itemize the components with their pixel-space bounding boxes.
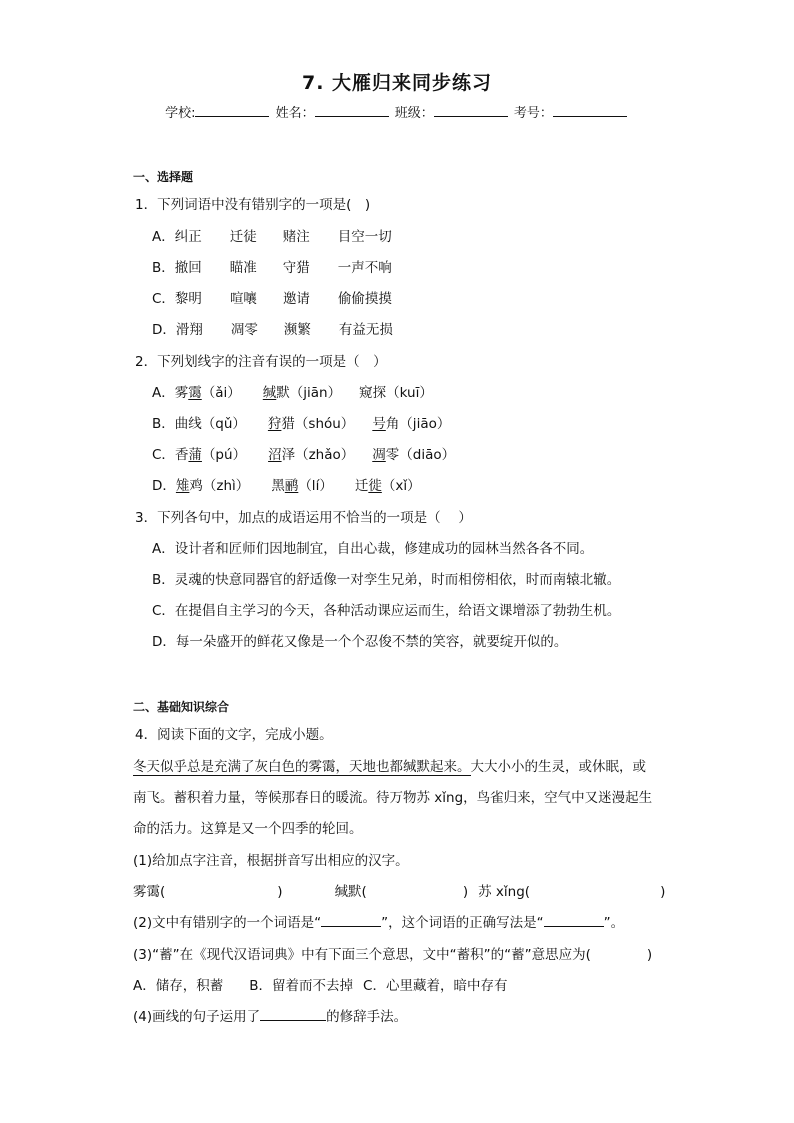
question-2-option-d[interactable]: D．雉鸡（zhì） 黑鹂（lí） 迁徙（xǐ） <box>152 478 421 494</box>
sub3-option-a[interactable]: A．储存，积蓄 <box>133 978 224 994</box>
sub-question-2: (2)文中有错别字的一个词语是“ ”，这个词语的正确写法是“ ”。 <box>133 915 625 931</box>
passage-line-1: 冬天似乎总是充满了灰白色的雾霭，天地也都缄默起来。大大小小的生灵，或休眠，或 <box>133 759 646 775</box>
fill-row: 雾霭( ) 缄默( ) 苏 xǐng( ) <box>133 884 666 900</box>
question-2-stem: 2．下列划线字的注音有误的一项是（ ） <box>135 354 387 370</box>
sub-question-1: (1)给加点字注音，根据拼音写出相应的汉字。 <box>133 853 409 869</box>
class-field[interactable] <box>434 102 508 117</box>
sub3-option-b[interactable]: B．留着而不去掉 <box>249 978 354 994</box>
number-field[interactable] <box>553 102 627 117</box>
sub-question-3-options <box>133 974 507 994</box>
passage-underlined-sentence: 冬天似乎总是充满了灰白色的雾霭，天地也都缄默起来。 <box>133 759 471 775</box>
student-info-row <box>0 102 794 121</box>
question-4-stem: 4．阅读下面的文字，完成小题。 <box>135 727 333 743</box>
number-label: 考号： <box>513 106 553 121</box>
question-2-option-b[interactable]: B．曲线（qǔ） 狩猎（shóu） 号角（jiāo） <box>152 416 451 432</box>
question-1-option-d[interactable]: D．滑翔 凋零 濒繁 有益无损 <box>152 322 393 338</box>
name-field[interactable] <box>315 102 389 117</box>
question-1-option-b[interactable]: B．撤回 瞄准 守猎 一声不响 <box>152 260 392 276</box>
passage-line-2: 南飞。蓄积着力量，等候那春日的暖流。待万物苏 xǐng，鸟雀归来，空气中又迷漫起生 <box>133 790 653 806</box>
school-label: 学校: <box>165 106 196 121</box>
class-label: 班级： <box>394 106 434 121</box>
sub-question-3: (3)“蓄”在《现代汉语词典》中有下面三个意思，文中“蓄积”的“蓄”意思应为( ) <box>133 947 653 963</box>
question-3-option-a[interactable]: A．设计者和匠师们因地制宜，自出心裁，修建成功的园林当然各各不同。 <box>152 541 594 557</box>
question-1-stem: 1．下列词语中没有错别字的一项是( ) <box>135 197 371 213</box>
section-heading-basic: 二、基础知识综合 <box>133 700 230 714</box>
wrong-word-blank[interactable] <box>321 913 381 927</box>
sub3-option-c[interactable]: C．心里藏着，暗中存有 <box>363 978 508 994</box>
passage-line-3: 命的活力。这算是又一个四季的轮回。 <box>133 821 363 837</box>
question-2-option-a[interactable]: A．雾霭（ǎi） 缄默（jiān） 窥探（kuī） <box>152 385 433 401</box>
question-2-option-c[interactable]: C．香蒲（pú） 沼泽（zhǎo） 凋零（diāo） <box>152 447 456 463</box>
question-1-option-c[interactable]: C．黎明 喧嚷 邀请 偷偷摸摸 <box>152 291 392 307</box>
correct-word-blank[interactable] <box>544 913 604 927</box>
question-3-stem: 3．下列各句中，加点的成语运用不恰当的一项是（ ） <box>135 510 472 526</box>
section-heading-choice: 一、选择题 <box>133 170 194 184</box>
question-1-option-a[interactable]: A．纠正 迁徒 赌注 目空一切 <box>152 229 392 245</box>
name-label: 姓名： <box>275 106 315 121</box>
question-3-option-c[interactable]: C．在提倡自主学习的今天，各种活动课应运而生，给语文课增添了勃勃生机。 <box>152 603 621 619</box>
rhetoric-blank[interactable] <box>260 1007 326 1021</box>
sub-question-4: (4)画线的句子运用了 的修辞手法。 <box>133 1009 408 1025</box>
page-title: 7. 大雁归来同步练习 <box>301 72 493 94</box>
question-3-option-b[interactable]: B．灵魂的快意同器官的舒适像一对孪生兄弟，时而相傍相依，时而南辕北辙。 <box>152 572 621 588</box>
question-3-option-d[interactable]: D．每一朵盛开的鲜花又像是一个个忍俊不禁的笑容，就要绽开似的。 <box>152 634 568 650</box>
school-field[interactable] <box>195 102 269 117</box>
